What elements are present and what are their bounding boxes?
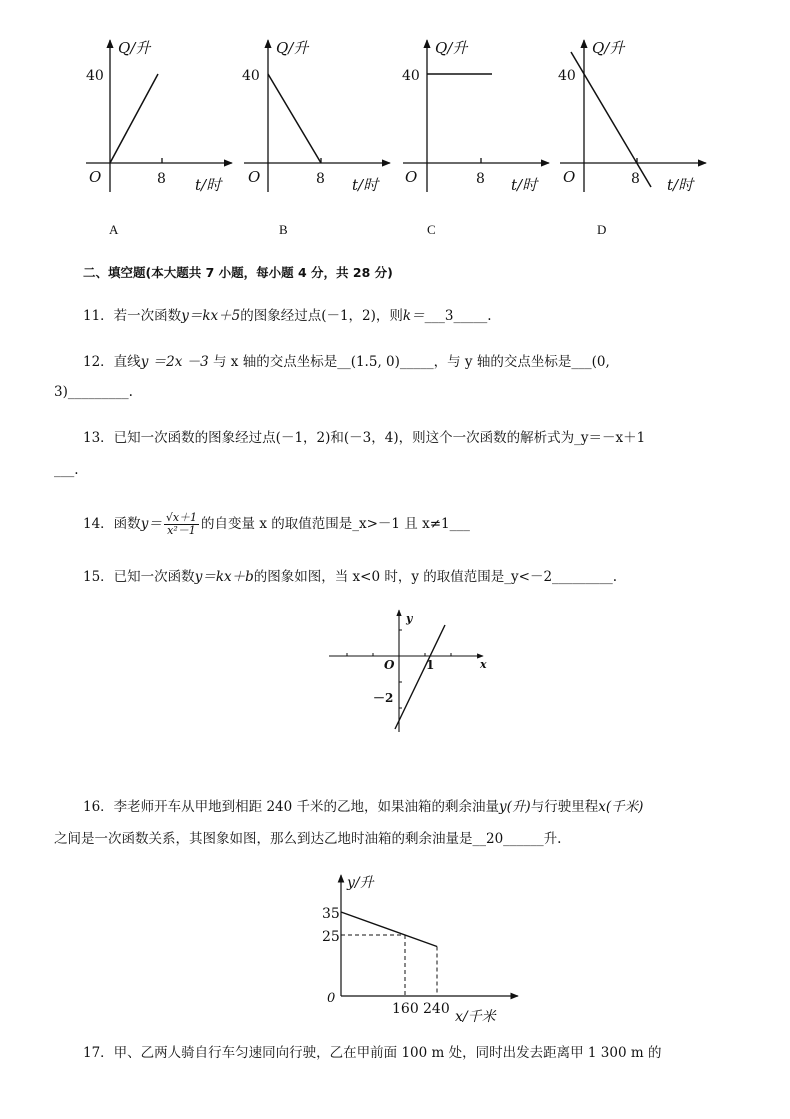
question-16-line2: 之间是一次函数关系，其图象如图，那么到达乙地时油箱的剩余油量是__20______升. <box>54 831 562 847</box>
graph-c-x-tick: 8 <box>476 171 485 187</box>
q15-x-tick: 1 <box>426 658 435 672</box>
q16-y-tick-35: 35 <box>322 906 340 922</box>
q15-y-tick: －2 <box>373 691 394 705</box>
graph-d <box>558 39 706 194</box>
question-15: 15．已知一次函数y＝kx＋b的图象如图，当 x<0 时，y 的取值范围是_y<－2_________. <box>83 569 618 585</box>
q16-y-label: y/升 <box>347 875 374 891</box>
graph-b-origin: O <box>248 168 261 186</box>
graph-c-y-label: Q/升 <box>435 39 468 57</box>
option-label-a: A <box>109 222 119 237</box>
graph-d-y-tick: 40 <box>558 68 576 84</box>
q15-x-label: x <box>480 658 487 671</box>
graph-a-y-tick: 40 <box>86 68 104 84</box>
q16-x-label: x/千米 <box>455 1009 496 1025</box>
question-14: 14．函数y＝ $\frac{√x+1}{\text{x²－1}}$ 的自变量 x 的取值范围是_x>－1 且 x≠1___ <box>83 511 470 537</box>
question-11: 11．若一次函数y＝kx＋5的图象经过点(－1，2)，则k＝___3_____. <box>83 308 492 324</box>
answer-13: _y＝－x＋1 <box>574 430 646 446</box>
option-graphs <box>0 0 790 245</box>
q16-x-tick-160: 160 <box>392 1001 419 1017</box>
q16-y-tick-25: 25 <box>322 929 340 945</box>
section-title: 二、填空题(本大题共 7 小题，每小题 4 分，共 28 分) <box>83 265 393 280</box>
graph-d-x-label: t/时 <box>667 176 694 194</box>
answer-16: __20______ <box>472 831 544 847</box>
fraction: $\frac{√x+1}{\text{x²－1}}$ <box>165 511 198 537</box>
graph-a-x-tick: 8 <box>157 171 166 187</box>
graph-a-origin: O <box>89 168 102 186</box>
q15-line <box>395 625 445 729</box>
question-17: 17．甲、乙两人骑自行车匀速同向行驶，乙在甲前面 100 m 处，同时出发去距离甲 1 300 m 的 <box>83 1045 662 1061</box>
graph-b-x-label: t/时 <box>352 176 379 194</box>
q16-series-line <box>341 912 437 947</box>
graph-d-x-tick: 8 <box>631 171 640 187</box>
graph-a-line <box>110 74 158 163</box>
q16-x-tick-240: 240 <box>423 1001 450 1017</box>
answer-15: _y<－2_________ <box>504 569 613 585</box>
answer-12a: __(1.5, 0)_____ <box>337 354 434 370</box>
q16-origin: 0 <box>327 991 336 1006</box>
graph-c-x-label: t/时 <box>511 176 538 194</box>
answer-12b: ___(0, <box>571 354 610 370</box>
option-label-c: C <box>427 222 436 237</box>
option-label-d: D <box>597 222 607 237</box>
graph-b-x-tick: 8 <box>316 171 325 187</box>
graph-b-y-tick: 40 <box>242 68 260 84</box>
question-12-line1: 12．直线y ＝2x －3 与 x 轴的交点坐标是__(1.5, 0)_____，与 y 轴的交点坐标是___(0, <box>83 354 610 370</box>
question-12-line2: 3)_________. <box>54 384 133 400</box>
graph-b <box>242 39 390 194</box>
graph-c-origin: O <box>405 168 418 186</box>
q15-y-label: y <box>406 612 413 625</box>
question-16-line1: 16．李老师开车从甲地到相距 240 千米的乙地，如果油箱的剩余油量y(升)与行驶里程x(千米) <box>83 799 644 815</box>
q15-graph <box>320 604 500 739</box>
q15-origin: O <box>384 658 395 672</box>
graph-a <box>86 39 232 194</box>
q16-chart <box>310 865 525 1025</box>
graph-a-x-label: t/时 <box>195 176 222 194</box>
graph-d-line <box>571 52 651 187</box>
graph-a-y-label: Q/升 <box>118 39 151 57</box>
answer-14: _x>－1 且 x≠1___ <box>352 516 470 532</box>
graph-c <box>402 39 549 194</box>
question-13-line1: 13．已知一次函数的图象经过点(－1，2)和(－3，4)，则这个一次函数的解析式为_y＝－x＋1 <box>83 430 646 446</box>
question-13-line2: ___. <box>54 462 79 478</box>
graph-c-y-tick: 40 <box>402 68 420 84</box>
option-label-b: B <box>279 222 288 237</box>
graph-d-origin: O <box>563 168 576 186</box>
graph-b-line <box>268 74 321 163</box>
graph-d-y-label: Q/升 <box>592 39 625 57</box>
answer-11: ___3_____ <box>424 308 488 324</box>
graph-b-y-label: Q/升 <box>276 39 309 57</box>
